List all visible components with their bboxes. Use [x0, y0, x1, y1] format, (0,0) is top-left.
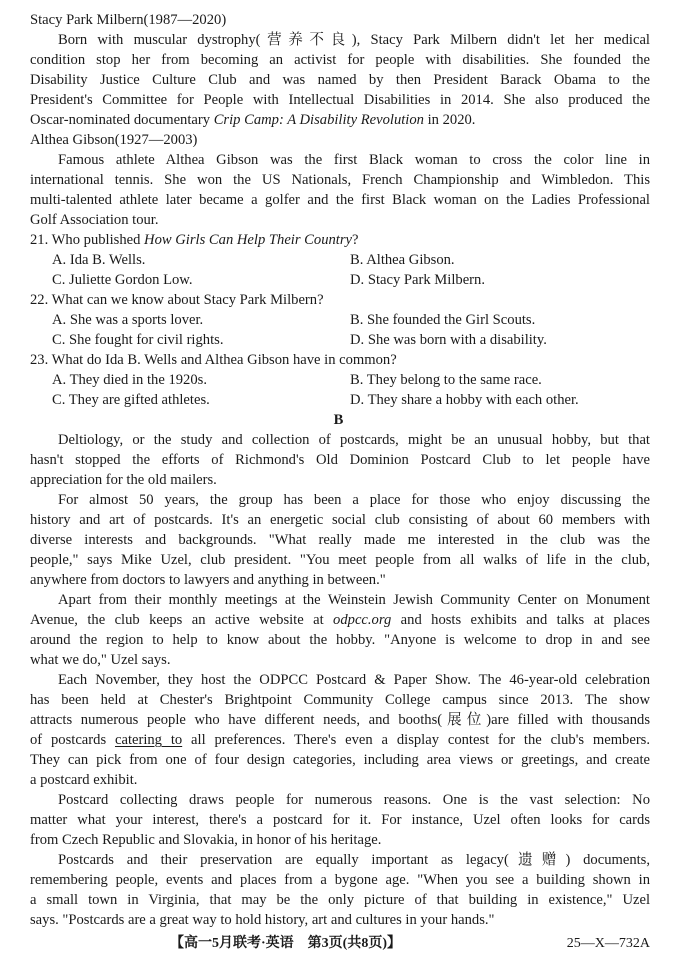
text-line: Golf Association tour.	[30, 212, 159, 228]
text-line: anywhere from doctors to lawyers and anything in between."	[30, 572, 386, 588]
q23-option-a[interactable]: A. They died in the 1920s.	[52, 372, 207, 388]
text-line: a small town in Virginia, that may be the only picture of that building in existence," Uzel	[30, 892, 650, 908]
footer-exam-code: 25—X—732A	[566, 936, 650, 951]
text-line: Apart from their monthly meetings at the Weinstein Jewish Community Center on Monument	[58, 592, 650, 608]
q23-option-d[interactable]: D. They share a hobby with each other.	[350, 392, 579, 408]
text-line: appreciation for the old mailers.	[30, 472, 217, 488]
person-heading-milbern: Stacy Park Milbern(1987—2020)	[30, 12, 227, 28]
q21-option-c[interactable]: C. Juliette Gordon Low.	[52, 272, 193, 288]
q23-option-b[interactable]: B. They belong to the same race.	[350, 372, 542, 388]
page-footer	[0, 933, 677, 955]
text-line: multi-talented athlete later became a golfer and the first Black woman on the Ladies Professional	[30, 192, 650, 208]
text-line: condition stop her from becoming an activist for people with disabilities. She founded the	[30, 52, 650, 68]
text-line: of postcards catering to all preferences. There's even a display contest for the club's members.	[30, 732, 651, 748]
q22-option-c[interactable]: C. She fought for civil rights.	[52, 332, 224, 348]
text-line: Deltiology, or the study and collection of postcards, might be an unusual hobby, but that	[58, 432, 650, 448]
text-line: says. "Postcards are a great way to hold history, art and cultures in your hands."	[30, 912, 495, 928]
text-line: has been held at Chester's Brightpoint Community College campus since 2013. The show	[30, 692, 650, 708]
person-heading-gibson: Althea Gibson(1927—2003)	[30, 132, 198, 148]
question-23: 23. What do Ida B. Wells and Althea Gibson have in common?	[30, 352, 397, 368]
text-line: diverse interests and backgrounds. "What really made me interested in the club was the	[30, 532, 650, 548]
website-link[interactable]: odpcc.org	[333, 612, 392, 628]
text-line: around the region to help to know about the hobby. "Anyone is welcome to drop in and see	[30, 632, 650, 648]
text-line: Oscar-nominated documentary Crip Camp: A Disability Revolution in 2020.	[30, 112, 476, 128]
text-line: Avenue, the club keeps an active website at odpcc.org and hosts exhibits and talks at places	[30, 612, 650, 628]
text-line: Born with muscular dystrophy(营养不良), Stacy Park Milbern didn't let her medical	[58, 32, 650, 48]
book-title: How Girls Can Help Their Country	[144, 232, 353, 248]
text-line: For almost 50 years, the group has been a place for those who enjoy discussing the	[58, 492, 650, 508]
text-line: people," says Mike Uzel, club president. "You meet people from all walks of life in the club,	[30, 552, 650, 568]
text-line: Famous athlete Althea Gibson was the first Black woman to cross the color line in	[58, 152, 650, 168]
text-line: from Czech Republic and Slovakia, in honor of his heritage.	[30, 832, 382, 848]
text-line: Each November, they host the ODPCC Postcard & Paper Show. The 46-year-old celebration	[58, 672, 650, 688]
text-line: matter what your interest, there's a postcard for it. For instance, Uzel often looks for cards	[30, 812, 650, 828]
underlined-phrase: catering to	[114, 732, 183, 748]
text-line: history and art of postcards. It's an energetic social club consisting of about 60 members with	[30, 512, 650, 528]
documentary-title: Crip Camp: A Disability Revolution	[213, 112, 424, 128]
text-line: hasn't stopped the efforts of Richmond's Old Dominion Postcard Club to let people have	[30, 452, 650, 468]
question-22: 22. What can we know about Stacy Park Milbern?	[30, 292, 324, 308]
text-line: what we do," Uzel says.	[30, 652, 171, 668]
text-line: a postcard exhibit.	[30, 772, 138, 788]
text-line: President's Committee for People with Intellectual Disabilities in 2014. She also produced the	[30, 92, 650, 108]
question-21: 21. Who published How Girls Can Help Their Country?	[30, 232, 359, 248]
q21-option-b[interactable]: B. Althea Gibson.	[350, 252, 455, 268]
text-line: Disability Justice Culture Club and was named by then President Barack Obama to the	[30, 72, 650, 88]
text-line: attracts numerous people who have different needs, and booths(展位)are filled with thousands	[30, 712, 650, 728]
q23-option-c[interactable]: C. They are gifted athletes.	[52, 392, 210, 408]
q21-option-a[interactable]: A. Ida B. Wells.	[52, 252, 146, 268]
text-line: Postcard collecting draws people for numerous reasons. One is the vast selection: No	[58, 792, 650, 808]
text-line: international tennis. She won the US Nationals, French Championship and Wimbledon. This	[30, 172, 650, 188]
text-line: Postcards and their preservation are equally important as legacy(遗赠) documents,	[58, 852, 650, 868]
text-line: They can pick from one of four design categories, including area views or greetings, and create	[30, 752, 650, 768]
section-heading-b: B	[333, 412, 344, 428]
text-line: remembering people, events and places from a bygone age. "When you see a building shown in	[30, 872, 650, 888]
q22-option-d[interactable]: D. She was born with a disability.	[350, 332, 547, 348]
q21-option-d[interactable]: D. Stacy Park Milbern.	[350, 272, 485, 288]
footer-page-info: 【高一5月联考·英语 第3页(共8页)】	[170, 936, 401, 951]
q22-option-a[interactable]: A. She was a sports lover.	[52, 312, 204, 328]
q22-option-b[interactable]: B. She founded the Girl Scouts.	[350, 312, 536, 328]
